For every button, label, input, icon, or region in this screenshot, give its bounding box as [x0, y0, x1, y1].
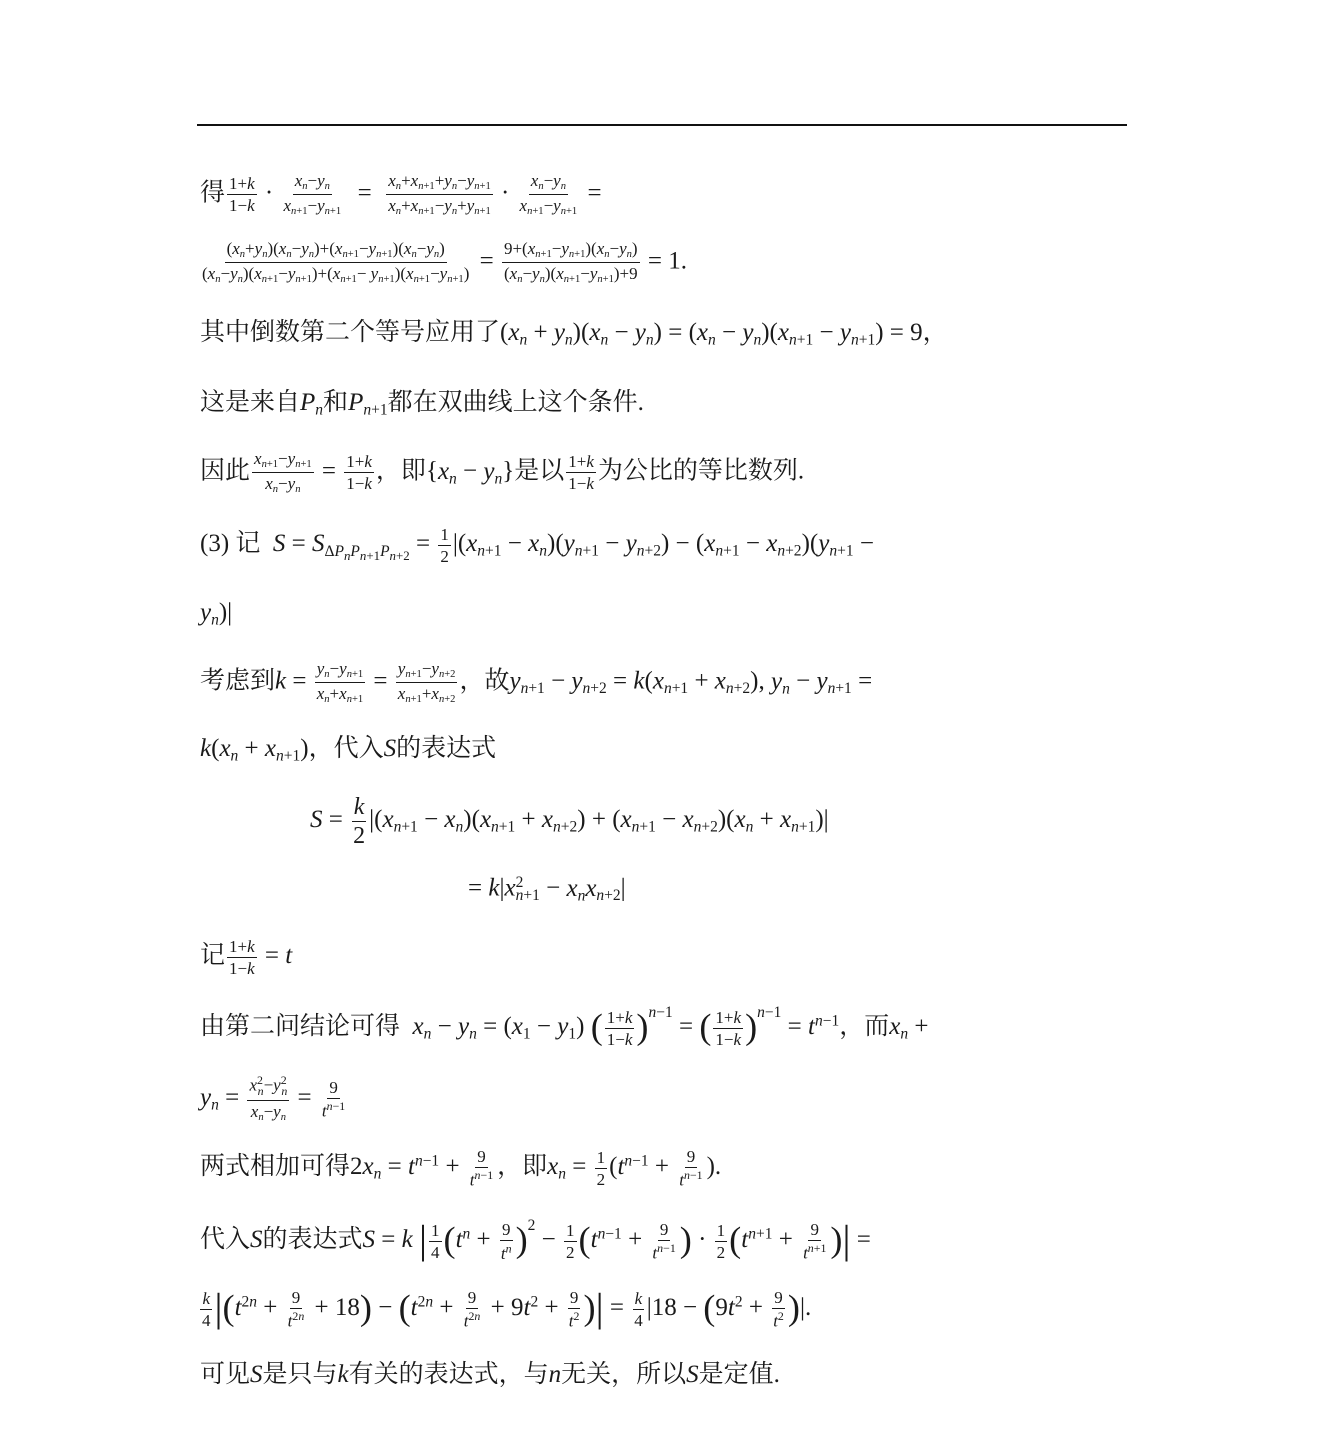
- text-l18a: 可见: [200, 1361, 251, 1388]
- display-equation-1: S = $\frac{k}{2}$ $|(x_{n+1} - x_n)(x_{n+1} + x_{n+2}) + (x_{n+1} - x_{n+2})(x_n + x_{n+1})|$: [310, 794, 829, 849]
- header-rule: [197, 124, 1127, 126]
- text-l4a: 这是来自: [200, 389, 301, 416]
- text-line-8: 考虑到k = $\frac{y_n-y_{n+1}}{x_n+x_{n+1}}$ = $\frac{y_{n+1}-y_{n+2}}{x_{n+1}+x_{n+2}}$ ，故$y_{n+1} - y_{n+2} = k(x_{n+1} + x_{n+2})$, $y_n - y_{n+1}$ =: [200, 659, 873, 706]
- text-l3: 其中倒数第二个等号应用了: [200, 319, 501, 346]
- text-l6a: (3) 记: [200, 530, 261, 558]
- text-l16b: 的表达式: [262, 1226, 363, 1254]
- text-l4c: 都在双曲线上这个条件.: [387, 389, 644, 416]
- text-l5b: ，即: [375, 457, 426, 485]
- text-l16a: 代入: [200, 1226, 251, 1254]
- text-line-14: $y_n$ = $\frac{x^2_n-y^2_n}{x_n-y_n}$ = $\frac{9}{t^{n-1}}$: [200, 1073, 346, 1123]
- equation-line-1: 得 $\frac{1+k}{1-k}$ · $\frac{x_n-y_n}{x_{n+1}-y_{n+1}}$ = $\frac{x_n+x_{n+1}+y_n-y_{n+1}}{x_n+x_{n+1}-y_n+y_{n+1}}$ · $\frac{x_n-y_n}{x_{n+1}-y_{n+1}}$ =: [200, 171, 602, 218]
- text-line-6: (3) 记 $S = S_{\Delta P_nP_{n+1}P_{n+2}}$ = $\frac{1}{2}$ $|(x_{n+1} - x_n)(y_{n+1} - y_{n+2}) - (x_{n+1} - x_{n+2})(y_{n+1}$ −: [200, 525, 874, 566]
- text-l5c: 是以: [514, 457, 565, 485]
- text-line-4: 这是来自$P_n$和$P_{n+1}$都在双曲线上这个条件.: [200, 389, 644, 419]
- text-l5a: 因此: [200, 457, 251, 485]
- text-line-7: $y_n)|$: [200, 599, 233, 629]
- text-de: 得: [200, 179, 226, 207]
- text-line-17: $\frac{k}{4}$ $|(t^{2n}$ + $\frac{9}{t^{2n}}$ + $18) - (t^{2n}$ + $\frac{9}{t^{2n}}$ + $9t^2$ + $\frac{9}{t^2}$ )| = $\frac{k}{4}$ $|18 - (9t^2$ + $\frac{9}{t^2}$ )|.: [202, 1285, 812, 1331]
- text-line-15: 两式相加可得$2x_n = t^{n-1}$ + $\frac{9}{t^{n-1}}$ ，即$x_n$ = $\frac{1}{2}$ ($t^{n-1}$ + $\frac{9}{t^{n-1}}$ ).: [200, 1147, 722, 1190]
- text-l5d: 为公比的等比数列.: [597, 457, 805, 485]
- text-l13a: 由第二问结论可得: [200, 1013, 401, 1041]
- text-l18e: 是定值.: [698, 1361, 780, 1388]
- text-l12: 记: [200, 942, 226, 970]
- text-l15b: ，即: [497, 1153, 548, 1181]
- display-equation-2: = $k|x^2_{n+1} - x_nx_{n+2}|$: [468, 874, 626, 904]
- text-l9a: ，代入: [308, 735, 384, 762]
- text-line-5: 因此 $\frac{x_{n+1}-y_{n+1}}{x_n-y_n}$ = $\frac{1+k}{1-k}$ ，即$\{x_n - y_n\}$是以 $\frac{1+k}{1-k}$ 为公比的等比数列.: [200, 449, 805, 496]
- text-l9b: 的表达式: [396, 735, 497, 762]
- text-l8b: ，故: [459, 667, 510, 695]
- text-l18d: 无关，所以: [561, 1361, 687, 1388]
- text-line-16: 代入S的表达式S = k | $\frac{1}{4}$ ($t^n$ + $\frac{9}{t^n}$ )$^2$ − $\frac{1}{2}$ ($t^{n-1}$ + $\frac{9}{t^{n-1}}$ ) · $\frac{1}{2}$ ($t^{n+1}$ + $\frac{9}{t^{n+1}}$ )| =: [200, 1217, 871, 1263]
- equation-line-2: $\frac{(x_n+y_n)(x_n-y_n)+(x_{n+1}-y_{n+1})(x_n-y_n)}{(x_n-y_n)(x_{n+1}-y_{n+1})+(x_{n+1}- y_{n+1})(x_{n+1}-y_{n+1})}$ = $\frac{9+(x_{n+1}-y_{n+1})(x_n-y_n)}{(x_n-y_n)(x_{n+1}-y_{n+1})+9}$ = 1.: [202, 239, 687, 286]
- text-l4b: 和: [323, 389, 349, 416]
- text-line-9: $k(x_n + x_{n+1})$，代入S的表达式: [200, 735, 497, 765]
- text-line-13: 由第二问结论可得 $x_n - y_n = (x_1 - y_1)$ ( $\frac{1+k}{1-k}$ )$^{n-1}$ = ( $\frac{1+k}{1-k}$ )$^{n-1} = t^{n-1}$，而$x_n$ +: [200, 1004, 929, 1049]
- text-l18b: 是只与: [262, 1361, 338, 1388]
- text-line-18: 可见S是只与k有关的表达式，与n无关，所以S是定值.: [200, 1361, 780, 1388]
- text-l18c: 有关的表达式，与: [348, 1361, 549, 1388]
- text-line-3: 其中倒数第二个等号应用了$(x_n + y_n)(x_n - y_n) = (x_n - y_n)(x_{n+1} - y_{n+1}) = 9$，: [200, 319, 948, 349]
- text-l13b: ，而: [839, 1013, 890, 1041]
- text-l8a: 考虑到: [200, 667, 276, 695]
- text-line-12: 记 $\frac{1+k}{1-k}$ = t: [200, 937, 293, 978]
- text-l15a: 两式相加可得: [200, 1153, 351, 1181]
